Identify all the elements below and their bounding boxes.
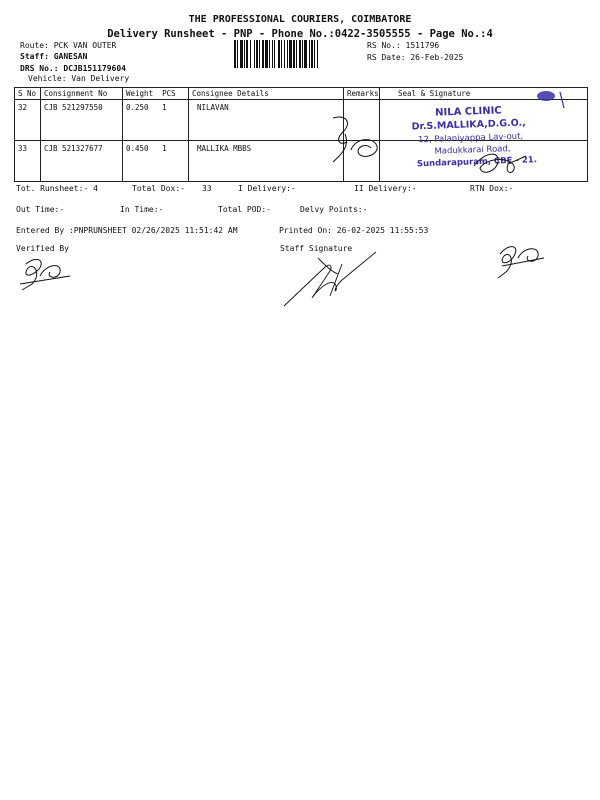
staff-label: Staff: GANESAN <box>20 52 88 61</box>
row-weight-pcs <box>123 141 189 182</box>
stamp-signature <box>470 146 530 180</box>
col-pcs: PCS <box>162 89 176 98</box>
stamp-address-line3: Sundarapuram, CBE - 21. <box>416 155 538 170</box>
stamp-clinic-name: NILA CLINIC <box>434 105 502 119</box>
col-s-no: S No <box>15 88 41 100</box>
ii-delivery-label: II Delivery:- <box>354 184 417 193</box>
row-s-no: 32 <box>15 100 41 141</box>
remarks-signature <box>325 112 385 168</box>
ink-mark <box>530 86 570 116</box>
barcode <box>234 40 360 68</box>
verifier-signature <box>16 254 74 294</box>
row-consignment: CJB 521297550 <box>41 100 123 141</box>
runsheet-title: Delivery Runsheet - PNP - Phone No.:0422-3505555 - Page No.:4 <box>107 28 493 40</box>
row-pcs: 1 <box>162 103 167 112</box>
staff-signature-label: Staff Signature <box>280 244 353 253</box>
total-dox-value: 33 <box>202 184 212 193</box>
printed-on: Printed On: 26-02-2025 11:55:53 <box>279 226 429 235</box>
rs-date: RS Date: 26-Feb-2025 <box>367 53 464 62</box>
delvy-points-label: Delvy Points:- <box>300 205 368 214</box>
row-weight: 0.450 <box>126 144 149 153</box>
total-pod-label: Total POD:- <box>218 205 271 214</box>
row-consignment: CJB 521327677 <box>41 141 123 182</box>
receiver-signature <box>494 240 548 280</box>
company-name: THE PROFESSIONAL COURIERS, COIMBATORE <box>188 14 412 25</box>
rs-number: RS No.: 1511796 <box>367 41 440 50</box>
vehicle-label: Vehicle: Van Delivery <box>28 74 130 83</box>
row-consignee: NILAVAN <box>189 100 344 141</box>
stamp-address-line1: 12, Palaniyappa Lay-out, <box>417 131 524 146</box>
out-time-label: Out Time:- <box>16 205 65 214</box>
stamp-address-line2: Madukkarai Road, <box>434 144 511 157</box>
i-delivery-label: I Delivery:- <box>238 184 296 193</box>
col-consignment: Consignment No <box>41 88 123 100</box>
table-header-row <box>15 88 588 100</box>
entered-by: Entered By :PNPRUNSHEET 02/26/2025 11:51:42 AM <box>16 226 238 235</box>
col-consignee: Consignee Details <box>189 88 344 100</box>
col-seal: Seal & Signature <box>380 88 588 100</box>
staff-signature <box>282 248 382 310</box>
in-time-label: In Time:- <box>120 205 164 214</box>
row-weight: 0.250 <box>126 103 149 112</box>
col-remarks: Remarks <box>344 88 380 100</box>
row-s-no: 33 <box>15 141 41 182</box>
stamp-doctor-name: Dr.S.MALLIKA,D.G.O., <box>411 117 526 133</box>
col-weight-pcs <box>123 88 189 100</box>
row-consignee: MALLIKA MBBS <box>189 141 344 182</box>
row-pcs: 1 <box>162 144 167 153</box>
tot-runsheet: Tot. Runsheet:- 4 <box>16 184 98 193</box>
row-weight-pcs <box>123 100 189 141</box>
drs-number: DRS No.: DCJB151179604 <box>20 64 126 73</box>
rtn-dox-label: RTN Dox:- <box>470 184 514 193</box>
route-label: Route: PCK VAN OUTER <box>20 41 117 50</box>
verified-by-label: Verified By <box>16 244 69 253</box>
total-dox-label: Total Dox:- <box>132 184 185 193</box>
col-weight: Weight <box>126 89 154 98</box>
